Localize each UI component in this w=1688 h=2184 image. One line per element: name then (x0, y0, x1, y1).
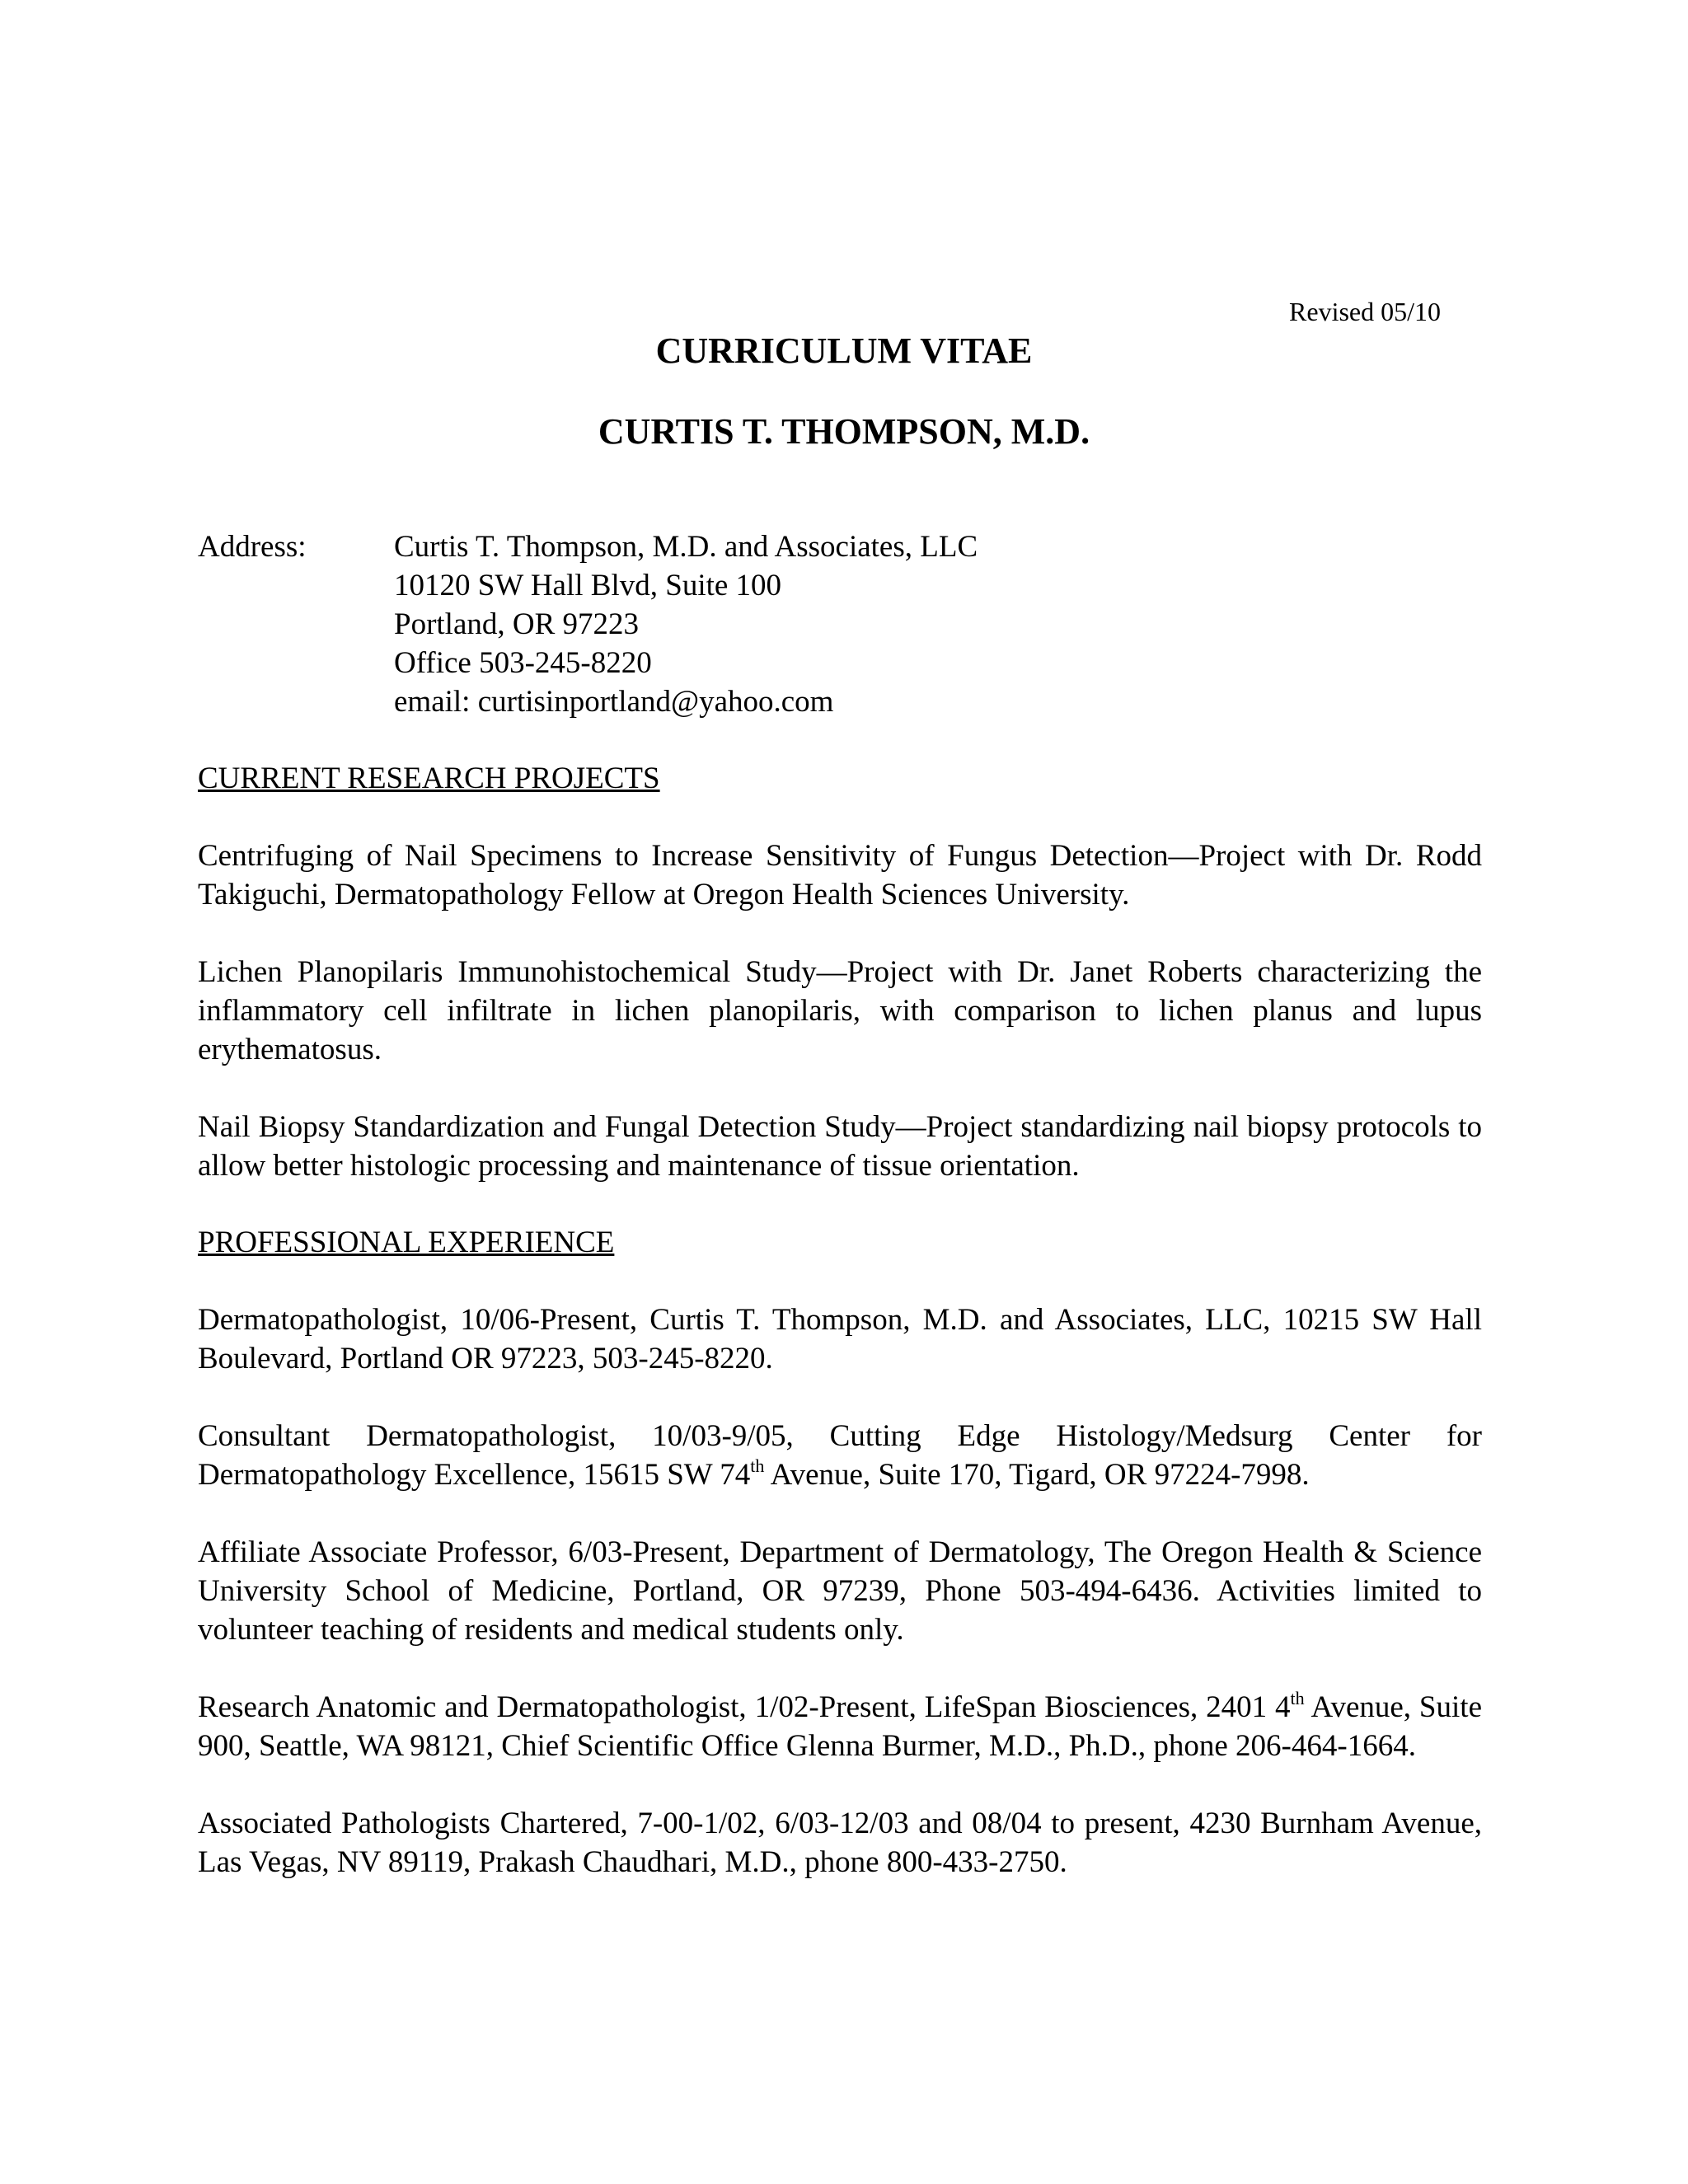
address-block (198, 527, 1482, 721)
experience-entry (198, 1688, 1482, 1765)
experience-entry (198, 1417, 1482, 1494)
address-lines (394, 527, 978, 721)
address-line: Curtis T. Thompson, M.D. and Associates, LLC (394, 530, 978, 564)
experience-entry: Affiliate Associate Professor, 6/03-Present, Department of Dermatology, The Oregon Health & Science University School of Medicine, Portland, OR 97239, Phone 503-494-6436. Activities limited to volunteer teaching of residents and medical students only. (198, 1535, 1482, 1647)
experience-entry-text: Research Anatomic and Dermatopathologist, 1/02-Present, LifeSpan Biosciences, 2401 4 (198, 1690, 1291, 1724)
address-line: Office 503-245-8220 (394, 646, 652, 680)
document-body (198, 527, 1482, 1882)
experience-entry-text: Avenue, Suite 170, Tigard, OR 97224-7998. (764, 1458, 1310, 1492)
address-label: Address: (198, 530, 307, 564)
research-entry: Nail Biopsy Standardization and Fungal Detection Study—Project standardizing nail biopsy protocols to allow better histologic processing and maintenance of tissue orientation. (198, 1110, 1482, 1183)
address-line: 10120 SW Hall Blvd, Suite 100 (394, 569, 782, 602)
experience-entry: Dermatopathologist, 10/06-Present, Curtis T. Thompson, M.D. and Associates, LLC, 10215 SW Hall Boulevard, Portland OR 97223, 503-245-8220. (198, 1303, 1482, 1376)
research-heading: CURRENT RESEARCH PROJECTS (198, 762, 660, 795)
research-entry: Lichen Planopilaris Immunohistochemical Study—Project with Dr. Janet Roberts characterizing the inflammatory cell infiltrate in lichen planopilaris, with comparison to lichen planus and lupus erythematosus. (198, 955, 1482, 1066)
address-line: email: curtisinportland@yahoo.com (394, 685, 834, 719)
ordinal-suffix: th (750, 1455, 765, 1476)
experience-entry-text: Consultant Dermatopathologist, 10/03-9/05, Cutting Edge Histology/Medsurg Center for Dermatopathology Excellence, 15615 SW 74 (198, 1419, 1482, 1492)
experience-entry-text: Avenue, Suite 900, Seattle, WA 98121, Chief Scientific Office Glenna Burmer, M.D., Ph.D., phone 206-464-1664. (198, 1690, 1482, 1763)
ordinal-suffix: th (1290, 1687, 1305, 1708)
document-title: CURRICULUM VITAE (655, 330, 1033, 371)
experience-heading: PROFESSIONAL EXPERIENCE (198, 1226, 615, 1259)
address-line: Portland, OR 97223 (394, 607, 640, 641)
experience-entry: Associated Pathologists Chartered, 7-00-1/02, 6/03-12/03 and 08/04 to present, 4230 Burnham Avenue, Las Vegas, NV 89119, Prakash Chaudhari, M.D., phone 800-433-2750. (198, 1807, 1482, 1879)
person-name: CURTIS T. THOMPSON, M.D. (598, 411, 1090, 452)
revised-date: Revised 05/10 (1289, 297, 1441, 326)
research-entry: Centrifuging of Nail Specimens to Increase Sensitivity of Fungus Detection—Project with Dr. Rodd Takiguchi, Dermatopathology Fellow at Oregon Health Sciences University. (198, 839, 1482, 912)
